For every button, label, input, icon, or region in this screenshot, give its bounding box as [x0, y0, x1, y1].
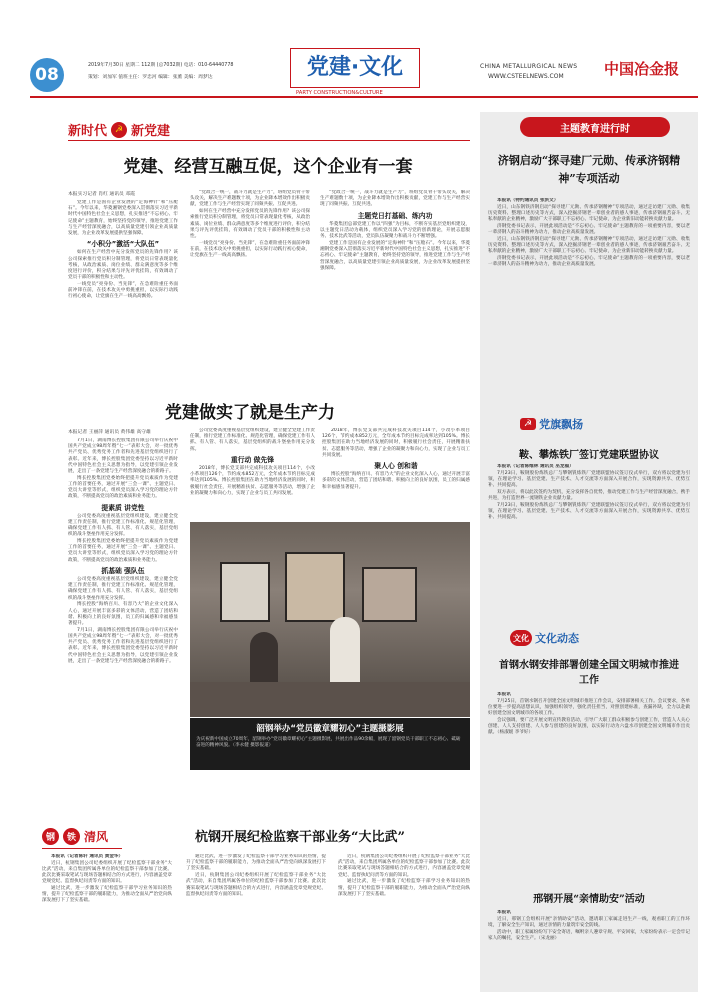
- article1-col1: [68, 200, 178, 378]
- paragraph: 近日，山东钢铁济钢启动“探寻建厂元勋、传承济钢精神”专项活动，通过走访建厂元勋、收集历史资料、整理口述历史等方式，深入挖掘济钢老一辈创业者的感人事迹，传承济钢艰苦奋斗、无私奉献的企业精神，激励广大干部职工不忘初心、牢记使命，为企业新旧动能转换贡献力量。: [488, 204, 690, 223]
- article2-subhead: 重行动 做先锋: [230, 455, 275, 464]
- staff-line: 策划：刘加军 值班主任：罗忠河 编辑：张薰 美编：周梦达: [88, 75, 213, 80]
- paragraph: 党建工作是国有企业发展的“定海神针”和“压舱石”。今年以来，华菱湘钢党委深入贯彻落实习近平新时代中国特色社会主义思想，扎实推进“不忘初心、牢记使命”主题教育，始终坚持党的领导，推进党建工作与生产经营深度融合，以高质量党建引领企业高质量发展，为企业改革发展提供坚强保障。: [320, 240, 470, 271]
- paragraph: 近日，山东钢铁济钢启动“探寻建厂元勋、传承济钢精神”专项活动，通过走访建厂元勋、收集历史资料、整理口述历史等方式，深入挖掘济钢老一辈创业者的感人事迹，传承济钢艰苦奋斗、无私奉献的企业精神，激励广大干部职工不忘初心、牢记使命，为企业新旧动能转换贡献力量。: [488, 236, 690, 255]
- section-title-en: PARTY CONSTRUCTION&CULTURE: [296, 90, 383, 96]
- article1-subhead: 主题党日打基础、练内功: [357, 211, 433, 220]
- paragraph: 博长控股集团党委始终把提升党员素质作为党建工作的首要任务，通过开展“三会一课”、主题党日、党员大讲堂等形式，组织党员深入学习党的理论方针政策，不断提高党员的政治素质和业务能力。: [68, 539, 178, 563]
- paragraph: [488, 910, 690, 916]
- header-rule: [42, 848, 122, 849]
- right-article2-headline: 鞍、攀炼铁厂签订党建联盟协议: [519, 450, 659, 461]
- paragraph: 近日，杭钢集团公司纪委组织开展了纪检监察干部业务“大比武”活动，来自集团所属各单位的纪检监察干部参加了比赛。此次比赛采取笔试与现场答题相结合的方式进行，内容涵盖党章党规党纪、监督执纪问责等方面的知识。: [42, 860, 172, 885]
- article1-subhead: “小积分”激活“大队伍”: [86, 240, 160, 249]
- paragraph: 华菱集团总部党建工作以“四强”为目标，不断夯实基层党组织建设，以主题党日活动为载体，组织党员深入学习党的创新理论，开展志愿服务、技术比武等活动，党员队伍凝聚力和战斗力不断增强。: [320, 221, 470, 240]
- paragraph: [488, 198, 690, 204]
- masthead-divider: [30, 96, 698, 98]
- photo-caption-box: [190, 718, 470, 770]
- page-number-badge: 08: [30, 58, 64, 92]
- photo-frame-2: [285, 552, 345, 622]
- article2-col3: [322, 428, 470, 518]
- paragraph: 公司党委高度重视基层党组织建设，建立健全党建工作责任制，推行党建工作标准化、规范化管理，确保党建工作有人抓、有人管、有人落实，基层党组织的战斗堡垒作用充分发挥。: [68, 513, 178, 538]
- paragraph: 7月25日，首钢水钢召开创建全国文明城市推进工作会议，安排部署相关工作。会议要求，各单位要进一步提高思想认识，加强组织领导，强化责任担当，对照创建标准，查漏补缺，全力以赴做好创建全国文明城市的各项工作。: [488, 698, 690, 717]
- paragraph: 博长控股“海纳百川、有容乃大”的企业文化深入人心，通过开展丰富多彩的文体活动，营造了团结和谐、积极向上的良好氛围，员工的归属感和幸福感显著提升。: [68, 602, 178, 626]
- party-emblem-icon: ☭: [111, 122, 127, 138]
- header-char-tie: 铁: [63, 828, 80, 845]
- article1-col3: [320, 190, 470, 378]
- party-flag-label: 党旗飘扬: [539, 418, 584, 431]
- paragraph: 如何在生产经营中充分发挥党员的先锋作用？该公司探索推行党员积分制管理，将党员日常表现量化考核，从政治素质、岗位业绩、群众满意度等多个维度进行评价，积分结果与评先评优挂钩，有效调动了党员干部的积极性和主动性。: [68, 250, 178, 281]
- paragraph: 双方表示，将以此次签约为契机，充分发挥各自优势，推动党建工作与生产经营深度融合，携手共进，为打造世界一流钢铁企业贡献力量。: [488, 489, 690, 502]
- right-article4-byline: 本报讯: [497, 910, 511, 915]
- paragraph: 近日，杭钢集团公司纪委组织开展了纪检监察干部业务“大比武”活动，来自集团所属各单位的纪检监察干部参加了比赛。此次比赛采取笔试与现场答题相结合的方式进行，内容涵盖党章党规党纪、监督执纪问责等方面的知识。: [338, 854, 470, 878]
- article2-subhead: 聚人心 创和谐: [374, 462, 418, 471]
- right-article2-body: [488, 464, 690, 624]
- flag-icon: ☭: [520, 418, 536, 430]
- paper-logo: 中国冶金报: [604, 60, 680, 78]
- culture-label: 文化动态: [535, 632, 579, 645]
- article1-headline: 党建、经营互融互促，这个企业有一套: [123, 157, 413, 177]
- paragraph: [488, 464, 690, 470]
- section-title: 党建·文化: [290, 48, 420, 88]
- column-header-new-era: [68, 120, 170, 139]
- article2-byline: 本报记者 王丽萍 通讯员 黄伟雄 高守雄: [68, 430, 151, 435]
- paragraph: 7月1日，湖南博长控股集团有限公司举行庆祝中国共产党成立98周年暨“七一”表彰大会，对一批优秀共产党员、优秀党务工作者和先进基层党组织进行了表彰。近年来，博长控股集团党委坚持以习近平新时代中国特色社会主义思想为指导，以党建引领企业发展，走出了一条党建与生产经营深度融合的新路子。: [68, 438, 178, 475]
- paragraph: 7月1日，湖南博长控股集团有限公司举行庆祝中国共产党成立98周年暨“七一”表彰大会，对一批优秀共产党员、优秀党务工作者和先进基层党组织进行了表彰。近年来，博长控股集团党委坚持以习近平新时代中国特色社会主义思想为指导，以党建引领企业发展，走出了一条党建与生产经营深度融合的新路子。: [68, 627, 178, 664]
- paragraph: 7月23日，鞍钢股份炼铁总厂与攀钢钒炼铁厂党建联盟协议签订仪式举行，双方将以党建为引领，在理论学习、基层党建、生产技术、人才交流等方面深入开展合作，实现资源共享、优势互补、共同提高。: [488, 502, 690, 521]
- photo-floor: [190, 682, 470, 717]
- article1-byline: 本报实习记者 肖红 通讯员 邓霞: [68, 192, 135, 197]
- article3-col1: [42, 854, 172, 994]
- right-article3-byline: 本报讯: [497, 692, 511, 697]
- culture-header: [510, 630, 579, 646]
- paragraph: 通过比武，进一步激发了纪检监察干部学习业务知识的热情，提升了纪检监察干部的履职能力，为推动全面从严治党向纵深发展打下了坚实基础。: [186, 854, 326, 872]
- article1-col2: [190, 190, 310, 378]
- header-new-era: 新时代: [68, 124, 108, 139]
- paragraph: 济钢党委书记表示，开展此项活动是“不忘初心、牢记使命”主题教育的一项重要内容，要以老一辈济钢人的奋斗精神为动力，推动企业高质量发展。: [488, 255, 690, 268]
- paragraph: “党政合一统一，战斗力就是生产力”，班组党员骨干带头攻关，解决生产难题数十项，为企业降本增效作出积极贡献，党建工作与生产经营实现了同频共振、互促共进。: [320, 190, 470, 208]
- paragraph: 一线党员“亮身份、当先锋”，在急难险重任务面前冲锋在前，在技术攻关中勇挑重担，以实际行动践行初心使命，让党旗在生产一线高高飘扬。: [190, 240, 310, 259]
- header-new-party: 新党建: [131, 124, 171, 139]
- paragraph: 会议强调，要广泛开展文明宣传教育活动，引导广大职工群众积极参与创建工作，营造人人关心创建、人人支持创建、人人参与创建的良好氛围，以实际行动为六盘水市创建全国文明城市作出贡献。（杨淑媛 李爷好）: [488, 717, 690, 736]
- right-article1-headline: 济钢启动“探寻建厂元勋、传承济钢精神”专项活动: [497, 154, 681, 185]
- photo-caption-text: 为庆祝新中国成立70周年，韶钢举办“党员徽章耀初心”主题摄影展，共展出作品90余幅，展现了韶钢党员干部职工不忘初心、砥砺奋进的精神风貌。（李永健 摄影报道）: [196, 737, 461, 748]
- paragraph: 7月23日，鞍钢股份炼铁总厂与攀钢钒炼铁厂党建联盟协议签订仪式举行，双方将以党建为引领，在理论学习、基层党建、生产技术、人才交流等方面深入开展合作，实现资源共享、优势互补、共同提高。: [488, 470, 690, 489]
- site-url[interactable]: WWW.CSTEELNEWS.COM: [488, 73, 564, 80]
- theme-header: 主题教育进行时: [520, 117, 670, 137]
- paragraph: 党建工作是国有企业发展的“定海神针”和“压舱石”。今年以来，华菱湘钢党委深入贯彻落实习近平新时代中国特色社会主义思想，扎实推进“不忘初心、牢记使命”主题教育，始终坚持党的领导，推进党建工作与生产经营深度融合，以高质量党建引领企业高质量发展，为企业改革发展提供坚强保障。: [68, 200, 178, 237]
- article2-headline: 党建做实了就是生产力: [165, 403, 335, 423]
- culture-badge-icon: 文化: [510, 630, 532, 646]
- paragraph: “党政合一统一，战斗力就是生产力”，班组党员骨干带头攻关，解决生产难题数十项，为企业降本增效作出积极贡献，党建工作与生产经营实现了同频共振、互促共进。: [190, 190, 310, 208]
- right-article3-headline: 首钢水钢安排部署创建全国文明城市推进工作: [499, 660, 679, 686]
- header-rule: [68, 140, 470, 141]
- article3-byline: 本报讯（记者陈轩 通讯员 黄金华）: [51, 854, 124, 859]
- paragraph: 通过比武，进一步激发了纪检监察干部学习业务知识的热情，提升了纪检监察干部的履职能力，为推动全面从严治党向纵深发展打下了坚实基础。: [338, 879, 470, 897]
- masthead: [0, 0, 722, 100]
- header-char-gang: 钢: [42, 828, 59, 845]
- right-article1-body: [488, 198, 690, 408]
- right-article3-body: [488, 692, 690, 828]
- article2-col1: [68, 438, 178, 818]
- header-clean-wind: 清风: [84, 830, 109, 844]
- column-header-clean: [42, 828, 108, 845]
- paragraph: 通过比武，进一步激发了纪检监察干部学习业务知识的热情，提升了纪检监察干部的履职能力，为推动全面从严治党向纵深发展打下了坚实基础。: [42, 886, 172, 904]
- article3-col2: [186, 854, 326, 994]
- right-article1-byline: 本报讯（特约通讯员 张洪文）: [497, 198, 559, 203]
- paragraph: [488, 692, 690, 698]
- photo-frame-3: [362, 567, 417, 622]
- article2-col2: [190, 428, 315, 518]
- article2-subhead: 提素质 讲党性: [101, 503, 145, 512]
- photo-caption-title: 韶钢举办“党员徽章耀初心”主题摄影展: [256, 724, 404, 734]
- paragraph: 一线党员“亮身份、当先锋”，在急难险重任务面前冲锋在前，在技术攻关中勇挑重担，以实际行动践行初心使命，让党旗在生产一线高高飘扬。: [68, 281, 178, 300]
- right-article4-headline: 邢钢开展“亲情助安”活动: [533, 894, 645, 905]
- party-flag-header: [520, 415, 583, 433]
- article3-headline: 杭钢开展纪检监察干部业务“大比武”: [195, 830, 405, 845]
- paragraph: 近日，邢钢工会组织开展“亲情助安”活动，邀请职工家属走进生产一线，观看职工的工作环境，了解安全生产知识，通过亲情的力量筑牢安全防线。: [488, 916, 690, 928]
- paper-name-en: CHINA METALLURGICAL NEWS: [480, 63, 578, 70]
- photo-frame-1: [220, 562, 270, 622]
- paragraph: 2018年，博长党支部共完成科技攻关项目114个，小改小革项目126个，节约成本852万元，全年成本节约目标完成率达到105%。博长控股集团在助力当地经济发展的同时，积极履行社会责任，开展精准扶贫、志愿服务等活动，增强了企业的凝聚力和向心力，实现了企业与员工共同发展。: [190, 466, 315, 496]
- right-article2-byline: 本报讯（记者陈维林 通讯员 巫龙福）: [497, 464, 574, 469]
- paragraph: 公司党委高度重视基层党组织建设，建立健全党建工作责任制，推行党建工作标准化、规范化管理，确保党建工作有人抓、有人管、有人落实，基层党组织的战斗堡垒作用充分发挥。: [190, 428, 315, 452]
- article2-subhead: 抓基础 强队伍: [101, 566, 145, 575]
- paragraph: 公司党委高度重视基层党组织建设，建立健全党建工作责任制，推行党建工作标准化、规范化管理，确保党建工作有人抓、有人管、有人落实，基层党组织的战斗堡垒作用充分发挥。: [68, 577, 178, 601]
- paragraph: 济钢党委书记表示，开展此项活动是“不忘初心、牢记使命”主题教育的一项重要内容，要以老一辈济钢人的奋斗精神为动力，推动企业高质量发展。: [488, 223, 690, 236]
- paragraph: [42, 854, 172, 860]
- paragraph: 2018年，博长党支部共完成科技攻关项目114个，小改小革项目126个，节约成本852万元，全年成本节约目标完成率达到105%。博长控股集团在助力当地经济发展的同时，积极履行社会责任，开展精准扶贫、志愿服务等活动，增强了企业的凝聚力和向心力，实现了企业与员工共同发展。: [322, 428, 470, 458]
- paragraph: 博长控股“海纳百川、有容乃大”的企业文化深入人心，通过开展丰富多彩的文体活动，营造了团结和谐、积极向上的良好氛围，员工的归属感和幸福感显著提升。: [322, 472, 470, 490]
- paragraph: 近日，杭钢集团公司纪委组织开展了纪检监察干部业务“大比武”活动，来自集团所属各单位的纪检监察干部参加了比赛。此次比赛采取笔试与现场答题相结合的方式进行，内容涵盖党章党规党纪、监督执纪问责等方面的知识。: [186, 873, 326, 897]
- article3-col3: [338, 854, 470, 994]
- paragraph: 如何在生产经营中充分发挥党员的先锋作用？该公司探索推行党员积分制管理，将党员日常表现量化考核，从政治素质、岗位业绩、群众满意度等多个维度进行评价，积分结果与评先评优挂钩，有效调动了党员干部的积极性和主动性。: [190, 209, 310, 239]
- issue-line: 2019年7月30日 星期二 112期 (总7032期) 电话：010-64440778: [88, 63, 234, 68]
- paragraph: 博长控股集团党委始终把提升党员素质作为党建工作的首要任务，通过开展“三会一课”、主题党日、党员大讲堂等形式，组织党员深入学习党的理论方针政策，不断提高党员的政治素质和业务能力。: [68, 475, 178, 500]
- exhibition-photo: [190, 522, 470, 717]
- right-article4-body: [488, 910, 690, 990]
- paragraph: 活动中，职工家属纷纷写下安全寄语，嘱咐亲人遵章守规、平安回家，大家纷纷表示一定会牢记家人的嘱托，安全生产。（宋龙丽）: [488, 929, 690, 941]
